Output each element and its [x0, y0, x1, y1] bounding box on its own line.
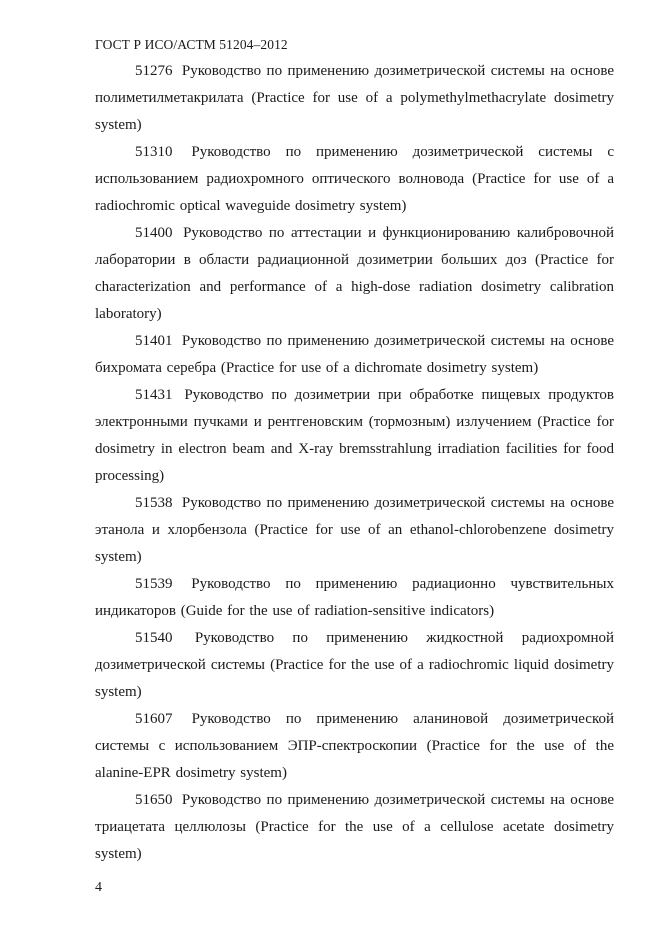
- standard-title: Руководство по применению дозиметрической системы на основе полиметилметакрилата (Practice for use of a polymethylmethacrylate dosimetry system): [95, 63, 615, 133]
- list-item: [95, 625, 614, 706]
- standard-number: 51539: [135, 576, 173, 592]
- list-item: [95, 706, 614, 787]
- standard-title: Руководство по применению дозиметрической системы на основе триацетата целлюлозы (Practice for the use of a cellulose acetate dosimetry system): [95, 792, 615, 862]
- standard-title: Руководство по применению дозиметрической системы на основе бихромата серебра (Practice for use of a dichromate dosimetry system): [95, 333, 615, 376]
- list-item: [95, 328, 614, 382]
- list-item: [95, 220, 614, 328]
- standard-title: Руководство по аттестации и функционированию калибровочной лаборатории в области радиационной дозиметрии больших доз (Practice for characterization and performance of a high-dose radiation dosimetry calibration laboratory): [95, 225, 615, 322]
- standard-title: Руководство по применению жидкостной радиохромной дозиметрической системы (Practice for the use of a radiochromic liquid dosimetry system): [95, 630, 614, 700]
- standard-title: Руководство по применению дозиметрической системы с использованием радиохромного оптического волновода (Practice for use of a radiochromic optical waveguide dosimetry system): [95, 144, 614, 214]
- list-item: [95, 382, 614, 490]
- standard-number: 51401: [135, 333, 173, 349]
- list-item: [95, 571, 614, 625]
- standard-number: 51431: [135, 387, 173, 403]
- list-item: [95, 490, 614, 571]
- standard-number: 51650: [135, 792, 173, 808]
- standard-title: Руководство по дозиметрии при обработке пищевых продуктов электронными пучками и рентгеновским (тормозным) излучением (Practice for dosimetry in electron beam and X-ray bremsstrahlung irradiation facilities for food processing): [95, 387, 615, 484]
- document-header: ГОСТ Р ИСО/АСТМ 51204–2012: [95, 37, 288, 52]
- page-number: 4: [95, 880, 102, 895]
- standard-number: 51607: [135, 711, 173, 727]
- standard-number: 51310: [135, 144, 173, 160]
- standard-title: Руководство по применению радиационно чувствительных индикаторов (Guide for the use of radiation-sensitive indicators): [95, 576, 614, 619]
- standards-list: [95, 58, 614, 868]
- standard-title: Руководство по применению дозиметрической системы на основе этанола и хлорбензола (Practice for use of an ethanol-chlorobenzene dosimetry system): [95, 495, 615, 565]
- standard-number: 51276: [135, 63, 173, 79]
- standard-number: 51540: [135, 630, 173, 646]
- list-item: [95, 139, 614, 220]
- standard-number: 51400: [135, 225, 173, 241]
- standard-title: Руководство по применению аланиновой дозиметрической системы с использованием ЭПР-спектроскопии (Practice for the use of the alanine-EPR dosimetry system): [95, 711, 615, 781]
- standard-number: 51538: [135, 495, 173, 511]
- list-item: [95, 787, 614, 868]
- list-item: [95, 58, 614, 139]
